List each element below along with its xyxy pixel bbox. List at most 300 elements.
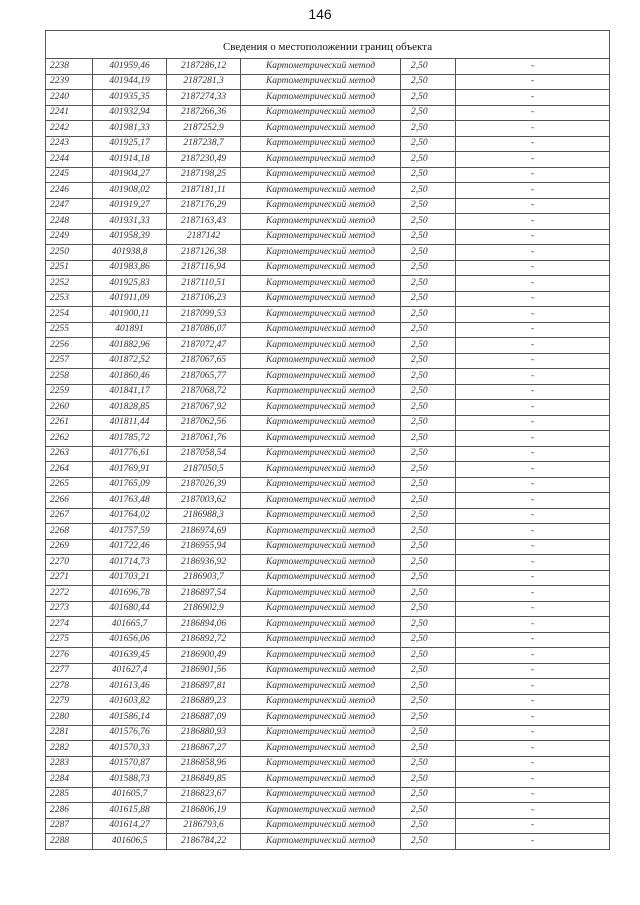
coordinate-x-cell: 401908,02 <box>93 183 167 199</box>
description-cell: - <box>456 648 610 664</box>
coordinate-y-cell: 2186892,72 <box>167 632 241 648</box>
description-cell: - <box>456 229 610 245</box>
coordinate-y-cell: 2187110,51 <box>167 276 241 292</box>
accuracy-value-cell: 2,50 <box>401 167 456 183</box>
accuracy-value-cell: 2,50 <box>401 524 456 540</box>
table-row <box>46 167 610 183</box>
determination-method-cell: Картометрический метод <box>241 198 401 214</box>
accuracy-value-cell: 2,50 <box>401 260 456 276</box>
description-cell: - <box>456 183 610 199</box>
point-number-cell: 2287 <box>46 818 93 834</box>
description-cell: - <box>456 710 610 726</box>
accuracy-value-cell: 2,50 <box>401 586 456 602</box>
point-number-cell: 2248 <box>46 214 93 230</box>
coordinate-y-cell: 2187198,25 <box>167 167 241 183</box>
coordinate-x-cell: 401828,85 <box>93 400 167 416</box>
coordinate-y-cell: 2187238,7 <box>167 136 241 152</box>
coordinate-y-cell: 2186823,67 <box>167 787 241 803</box>
point-number-cell: 2240 <box>46 90 93 106</box>
accuracy-value-cell: 2,50 <box>401 369 456 385</box>
coordinate-x-cell: 401944,19 <box>93 74 167 90</box>
point-number-cell: 2251 <box>46 260 93 276</box>
table-row <box>46 803 610 819</box>
description-cell: - <box>456 694 610 710</box>
table-row <box>46 772 610 788</box>
description-cell: - <box>456 322 610 338</box>
coordinate-y-cell: 2186887,09 <box>167 710 241 726</box>
accuracy-value-cell: 2,50 <box>401 493 456 509</box>
table-row <box>46 369 610 385</box>
coordinate-y-cell: 2187050,5 <box>167 462 241 478</box>
description-cell: - <box>456 400 610 416</box>
determination-method-cell: Картометрический метод <box>241 803 401 819</box>
description-cell: - <box>456 415 610 431</box>
description-cell: - <box>456 276 610 292</box>
accuracy-value-cell: 2,50 <box>401 90 456 106</box>
accuracy-value-cell: 2,50 <box>401 570 456 586</box>
boundary-coordinates-table <box>45 30 610 850</box>
determination-method-cell: Картометрический метод <box>241 462 401 478</box>
point-number-cell: 2276 <box>46 648 93 664</box>
determination-method-cell: Картометрический метод <box>241 105 401 121</box>
coordinate-x-cell: 401570,87 <box>93 756 167 772</box>
description-cell: - <box>456 539 610 555</box>
coordinate-x-cell: 401882,96 <box>93 338 167 354</box>
coordinate-y-cell: 2187067,92 <box>167 400 241 416</box>
coordinate-y-cell: 2186900,49 <box>167 648 241 664</box>
description-cell: - <box>456 74 610 90</box>
table-row <box>46 462 610 478</box>
description-cell: - <box>456 260 610 276</box>
table-row <box>46 307 610 323</box>
determination-method-cell: Картометрический метод <box>241 477 401 493</box>
determination-method-cell: Картометрический метод <box>241 663 401 679</box>
coordinate-y-cell: 2186880,93 <box>167 725 241 741</box>
coordinate-y-cell: 2187286,12 <box>167 59 241 75</box>
table-row <box>46 198 610 214</box>
point-number-cell: 2256 <box>46 338 93 354</box>
coordinate-x-cell: 401680,44 <box>93 601 167 617</box>
coordinate-x-cell: 401811,44 <box>93 415 167 431</box>
coordinate-x-cell: 401605,7 <box>93 787 167 803</box>
description-cell: - <box>456 818 610 834</box>
coordinate-x-cell: 401841,17 <box>93 384 167 400</box>
coordinate-x-cell: 401776,61 <box>93 446 167 462</box>
point-number-cell: 2271 <box>46 570 93 586</box>
coordinate-x-cell: 401665,7 <box>93 617 167 633</box>
point-number-cell: 2275 <box>46 632 93 648</box>
accuracy-value-cell: 2,50 <box>401 834 456 850</box>
table-row <box>46 400 610 416</box>
determination-method-cell: Картометрический метод <box>241 818 401 834</box>
coordinate-x-cell: 401586,14 <box>93 710 167 726</box>
coordinate-x-cell: 401959,46 <box>93 59 167 75</box>
description-cell: - <box>456 167 610 183</box>
coordinate-y-cell: 2187163,43 <box>167 214 241 230</box>
table-row <box>46 121 610 137</box>
coordinate-x-cell: 401639,45 <box>93 648 167 664</box>
coordinate-x-cell: 401588,73 <box>93 772 167 788</box>
determination-method-cell: Картометрический метод <box>241 834 401 850</box>
point-number-cell: 2267 <box>46 508 93 524</box>
table-row <box>46 818 610 834</box>
table-row <box>46 586 610 602</box>
accuracy-value-cell: 2,50 <box>401 431 456 447</box>
accuracy-value-cell: 2,50 <box>401 539 456 555</box>
description-cell: - <box>456 214 610 230</box>
table-row <box>46 601 610 617</box>
table-row <box>46 679 610 695</box>
table-row <box>46 105 610 121</box>
coordinate-y-cell: 2186897,54 <box>167 586 241 602</box>
table-row <box>46 508 610 524</box>
point-number-cell: 2247 <box>46 198 93 214</box>
description-cell: - <box>456 384 610 400</box>
table-row <box>46 493 610 509</box>
coordinate-y-cell: 2186849,85 <box>167 772 241 788</box>
accuracy-value-cell: 2,50 <box>401 818 456 834</box>
table-title-row <box>46 36 610 59</box>
determination-method-cell: Картометрический метод <box>241 787 401 803</box>
accuracy-value-cell: 2,50 <box>401 338 456 354</box>
accuracy-value-cell: 2,50 <box>401 555 456 571</box>
point-number-cell: 2241 <box>46 105 93 121</box>
point-number-cell: 2252 <box>46 276 93 292</box>
point-number-cell: 2258 <box>46 369 93 385</box>
determination-method-cell: Картометрический метод <box>241 570 401 586</box>
coordinate-x-cell: 401606,5 <box>93 834 167 850</box>
coordinate-y-cell: 2187003,62 <box>167 493 241 509</box>
coordinate-y-cell: 2187072,47 <box>167 338 241 354</box>
point-number-cell: 2244 <box>46 152 93 168</box>
point-number-cell: 2261 <box>46 415 93 431</box>
coordinate-x-cell: 401872,52 <box>93 353 167 369</box>
coordinate-y-cell: 2187266,36 <box>167 105 241 121</box>
point-number-cell: 2277 <box>46 663 93 679</box>
accuracy-value-cell: 2,50 <box>401 59 456 75</box>
accuracy-value-cell: 2,50 <box>401 477 456 493</box>
point-number-cell: 2288 <box>46 834 93 850</box>
description-cell: - <box>456 446 610 462</box>
determination-method-cell: Картометрический метод <box>241 710 401 726</box>
description-cell: - <box>456 756 610 772</box>
description-cell: - <box>456 508 610 524</box>
coordinate-x-cell: 401925,83 <box>93 276 167 292</box>
coordinate-y-cell: 2186867,27 <box>167 741 241 757</box>
coordinate-x-cell: 401714,73 <box>93 555 167 571</box>
coordinate-x-cell: 401904,27 <box>93 167 167 183</box>
accuracy-value-cell: 2,50 <box>401 276 456 292</box>
accuracy-value-cell: 2,50 <box>401 245 456 261</box>
determination-method-cell: Картометрический метод <box>241 260 401 276</box>
coordinate-x-cell: 401769,91 <box>93 462 167 478</box>
table-row <box>46 136 610 152</box>
accuracy-value-cell: 2,50 <box>401 214 456 230</box>
accuracy-value-cell: 2,50 <box>401 353 456 369</box>
description-cell: - <box>456 555 610 571</box>
accuracy-value-cell: 2,50 <box>401 756 456 772</box>
determination-method-cell: Картометрический метод <box>241 121 401 137</box>
determination-method-cell: Картометрический метод <box>241 183 401 199</box>
determination-method-cell: Картометрический метод <box>241 415 401 431</box>
table-row <box>46 694 610 710</box>
description-cell: - <box>456 353 610 369</box>
description-cell: - <box>456 121 610 137</box>
point-number-cell: 2279 <box>46 694 93 710</box>
coordinate-x-cell: 401911,09 <box>93 291 167 307</box>
determination-method-cell: Картометрический метод <box>241 679 401 695</box>
point-number-cell: 2259 <box>46 384 93 400</box>
determination-method-cell: Картометрический метод <box>241 307 401 323</box>
coordinate-y-cell: 2187099,53 <box>167 307 241 323</box>
accuracy-value-cell: 2,50 <box>401 198 456 214</box>
point-number-cell: 2239 <box>46 74 93 90</box>
description-cell: - <box>456 493 610 509</box>
coordinate-y-cell: 2187058,54 <box>167 446 241 462</box>
description-cell: - <box>456 369 610 385</box>
coordinate-x-cell: 401919,27 <box>93 198 167 214</box>
coordinate-x-cell: 401614,27 <box>93 818 167 834</box>
description-cell: - <box>456 338 610 354</box>
determination-method-cell: Картометрический метод <box>241 369 401 385</box>
coordinate-y-cell: 2186955,94 <box>167 539 241 555</box>
coordinate-x-cell: 401931,33 <box>93 214 167 230</box>
table-row <box>46 260 610 276</box>
coordinate-y-cell: 2187116,94 <box>167 260 241 276</box>
description-cell: - <box>456 834 610 850</box>
table-row <box>46 756 610 772</box>
determination-method-cell: Картометрический метод <box>241 632 401 648</box>
coordinate-y-cell: 2186889,23 <box>167 694 241 710</box>
coordinate-x-cell: 401703,21 <box>93 570 167 586</box>
accuracy-value-cell: 2,50 <box>401 694 456 710</box>
accuracy-value-cell: 2,50 <box>401 74 456 90</box>
description-cell: - <box>456 245 610 261</box>
coordinate-y-cell: 2187068,72 <box>167 384 241 400</box>
coordinate-y-cell: 2187062,56 <box>167 415 241 431</box>
table-row <box>46 741 610 757</box>
table-row <box>46 291 610 307</box>
determination-method-cell: Картометрический метод <box>241 648 401 664</box>
coordinate-x-cell: 401696,78 <box>93 586 167 602</box>
point-number-cell: 2269 <box>46 539 93 555</box>
coordinate-y-cell: 2186974,69 <box>167 524 241 540</box>
coordinate-y-cell: 2187065,77 <box>167 369 241 385</box>
determination-method-cell: Картометрический метод <box>241 322 401 338</box>
coordinate-x-cell: 401981,33 <box>93 121 167 137</box>
accuracy-value-cell: 2,50 <box>401 679 456 695</box>
point-number-cell: 2249 <box>46 229 93 245</box>
point-number-cell: 2242 <box>46 121 93 137</box>
coordinate-x-cell: 401613,46 <box>93 679 167 695</box>
table-row <box>46 431 610 447</box>
table-row <box>46 524 610 540</box>
description-cell: - <box>456 431 610 447</box>
point-number-cell: 2268 <box>46 524 93 540</box>
coordinate-x-cell: 401983,86 <box>93 260 167 276</box>
determination-method-cell: Картометрический метод <box>241 601 401 617</box>
coordinate-x-cell: 401576,76 <box>93 725 167 741</box>
accuracy-value-cell: 2,50 <box>401 632 456 648</box>
determination-method-cell: Картометрический метод <box>241 446 401 462</box>
coordinate-y-cell: 2187274,33 <box>167 90 241 106</box>
accuracy-value-cell: 2,50 <box>401 152 456 168</box>
table-row <box>46 229 610 245</box>
coordinate-x-cell: 401757,59 <box>93 524 167 540</box>
table-row <box>46 59 610 75</box>
table-row <box>46 415 610 431</box>
determination-method-cell: Картометрический метод <box>241 493 401 509</box>
table-row <box>46 276 610 292</box>
determination-method-cell: Картометрический метод <box>241 741 401 757</box>
point-number-cell: 2284 <box>46 772 93 788</box>
determination-method-cell: Картометрический метод <box>241 772 401 788</box>
point-number-cell: 2263 <box>46 446 93 462</box>
accuracy-value-cell: 2,50 <box>401 183 456 199</box>
table-row <box>46 245 610 261</box>
coordinate-x-cell: 401615,88 <box>93 803 167 819</box>
determination-method-cell: Картометрический метод <box>241 245 401 261</box>
point-number-cell: 2265 <box>46 477 93 493</box>
description-cell: - <box>456 803 610 819</box>
description-cell: - <box>456 462 610 478</box>
determination-method-cell: Картометрический метод <box>241 136 401 152</box>
table-row <box>46 710 610 726</box>
point-number-cell: 2238 <box>46 59 93 75</box>
table-row <box>46 834 610 850</box>
coordinate-x-cell: 401935,35 <box>93 90 167 106</box>
determination-method-cell: Картометрический метод <box>241 74 401 90</box>
accuracy-value-cell: 2,50 <box>401 446 456 462</box>
accuracy-value-cell: 2,50 <box>401 741 456 757</box>
point-number-cell: 2272 <box>46 586 93 602</box>
point-number-cell: 2245 <box>46 167 93 183</box>
table-row <box>46 648 610 664</box>
table-row <box>46 214 610 230</box>
accuracy-value-cell: 2,50 <box>401 725 456 741</box>
point-number-cell: 2280 <box>46 710 93 726</box>
coordinate-x-cell: 401763,48 <box>93 493 167 509</box>
coordinate-y-cell: 2186901,56 <box>167 663 241 679</box>
coordinate-x-cell: 401958,39 <box>93 229 167 245</box>
description-cell: - <box>456 741 610 757</box>
table-row <box>46 477 610 493</box>
description-cell: - <box>456 679 610 695</box>
point-number-cell: 2283 <box>46 756 93 772</box>
accuracy-value-cell: 2,50 <box>401 400 456 416</box>
description-cell: - <box>456 152 610 168</box>
coordinate-y-cell: 2186894,06 <box>167 617 241 633</box>
accuracy-value-cell: 2,50 <box>401 291 456 307</box>
table-row <box>46 322 610 338</box>
coordinate-y-cell: 2186793,6 <box>167 818 241 834</box>
table-title: Сведения о местоположении границ объекта <box>46 36 610 59</box>
point-number-cell: 2274 <box>46 617 93 633</box>
table-row <box>46 632 610 648</box>
coordinate-y-cell: 2186784,22 <box>167 834 241 850</box>
determination-method-cell: Картометрический метод <box>241 353 401 369</box>
description-cell: - <box>456 632 610 648</box>
point-number-cell: 2273 <box>46 601 93 617</box>
table-row <box>46 539 610 555</box>
coordinate-x-cell: 401765,09 <box>93 477 167 493</box>
coordinate-y-cell: 2187086,07 <box>167 322 241 338</box>
description-cell: - <box>456 772 610 788</box>
description-cell: - <box>456 725 610 741</box>
determination-method-cell: Картометрический метод <box>241 586 401 602</box>
coordinate-y-cell: 2187142 <box>167 229 241 245</box>
coordinate-x-cell: 401860,46 <box>93 369 167 385</box>
description-cell: - <box>456 105 610 121</box>
coordinate-y-cell: 2187126,38 <box>167 245 241 261</box>
point-number-cell: 2246 <box>46 183 93 199</box>
description-cell: - <box>456 90 610 106</box>
coordinate-x-cell: 401656,06 <box>93 632 167 648</box>
coordinate-y-cell: 2187106,23 <box>167 291 241 307</box>
table-row <box>46 338 610 354</box>
table-row <box>46 725 610 741</box>
accuracy-value-cell: 2,50 <box>401 648 456 664</box>
table-row <box>46 384 610 400</box>
accuracy-value-cell: 2,50 <box>401 617 456 633</box>
description-cell: - <box>456 524 610 540</box>
table-row <box>46 446 610 462</box>
determination-method-cell: Картометрический метод <box>241 524 401 540</box>
coordinate-y-cell: 2186936,92 <box>167 555 241 571</box>
point-number-cell: 2281 <box>46 725 93 741</box>
point-number-cell: 2250 <box>46 245 93 261</box>
determination-method-cell: Картометрический метод <box>241 400 401 416</box>
accuracy-value-cell: 2,50 <box>401 415 456 431</box>
determination-method-cell: Картометрический метод <box>241 508 401 524</box>
description-cell: - <box>456 586 610 602</box>
point-number-cell: 2243 <box>46 136 93 152</box>
table-row <box>46 663 610 679</box>
coordinate-y-cell: 2187067,65 <box>167 353 241 369</box>
coordinate-y-cell: 2187176,29 <box>167 198 241 214</box>
coordinate-y-cell: 2186988,3 <box>167 508 241 524</box>
coordinate-x-cell: 401570,33 <box>93 741 167 757</box>
table-row <box>46 152 610 168</box>
determination-method-cell: Картометрический метод <box>241 756 401 772</box>
coordinate-x-cell: 401891 <box>93 322 167 338</box>
table-row <box>46 617 610 633</box>
accuracy-value-cell: 2,50 <box>401 663 456 679</box>
accuracy-value-cell: 2,50 <box>401 772 456 788</box>
determination-method-cell: Картометрический метод <box>241 338 401 354</box>
accuracy-value-cell: 2,50 <box>401 462 456 478</box>
coordinate-y-cell: 2187230,49 <box>167 152 241 168</box>
determination-method-cell: Картометрический метод <box>241 725 401 741</box>
description-cell: - <box>456 307 610 323</box>
accuracy-value-cell: 2,50 <box>401 803 456 819</box>
page-number: 146 <box>308 6 332 22</box>
coordinate-x-cell: 401900,11 <box>93 307 167 323</box>
description-cell: - <box>456 570 610 586</box>
determination-method-cell: Картометрический метод <box>241 291 401 307</box>
description-cell: - <box>456 136 610 152</box>
table-row <box>46 74 610 90</box>
determination-method-cell: Картометрический метод <box>241 431 401 447</box>
accuracy-value-cell: 2,50 <box>401 787 456 803</box>
coordinate-y-cell: 2187252,9 <box>167 121 241 137</box>
coordinate-y-cell: 2186903,7 <box>167 570 241 586</box>
accuracy-value-cell: 2,50 <box>401 508 456 524</box>
determination-method-cell: Картометрический метод <box>241 152 401 168</box>
point-number-cell: 2266 <box>46 493 93 509</box>
accuracy-value-cell: 2,50 <box>401 601 456 617</box>
determination-method-cell: Картометрический метод <box>241 276 401 292</box>
